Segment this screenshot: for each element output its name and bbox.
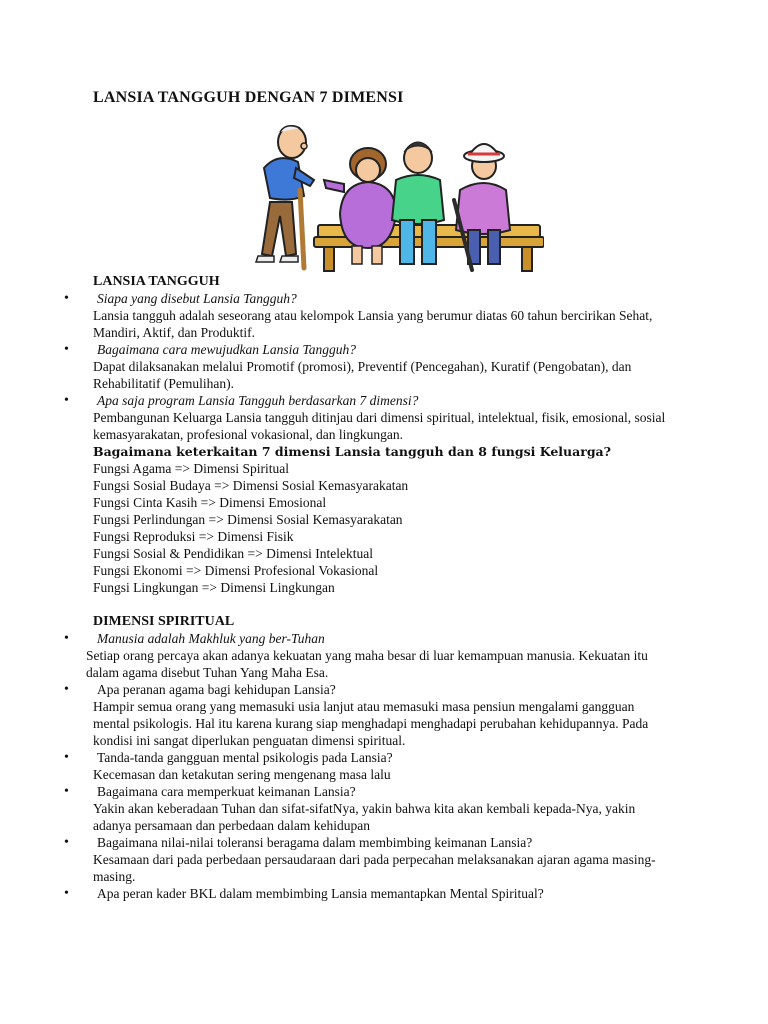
question-text: Siapa yang disebut Lansia Tangguh?: [97, 291, 297, 306]
lansia-tangguh-qa-list: [0, 290, 768, 443]
question-text: Bagaimana nilai-nilai toleransi beragama dalam membimbing keimanan Lansia?: [97, 835, 533, 850]
question-text: Bagaimana cara memperkuat keimanan Lansia?: [97, 784, 356, 799]
fungsi-mapping-item: Fungsi Sosial & Pendidikan => Dimensi Intelektual: [93, 546, 373, 561]
list-item: [0, 290, 768, 341]
question-text: Manusia adalah Makhluk yang ber-Tuhan: [97, 631, 325, 646]
document-title: LANSIA TANGGUH DENGAN 7 DIMENSI: [93, 89, 404, 106]
question-text: Apa peranan agama bagi kehidupan Lansia?: [97, 682, 336, 697]
answer-text: Kecemasan dan ketakutan sering mengenang masa lalu: [93, 767, 391, 782]
bullet-icon: •: [64, 886, 69, 901]
answer-text: Setiap orang percaya akan adanya kekuatan yang maha besar di luar kemampuan manusia. Kekuatan itu dalam agama disebut Tuhan Yang Maha Esa.: [86, 648, 648, 680]
answer-text: Kesamaan dari pada perbedaan persaudaraan dari pada perpecahan melaksanakan ajaran agama masing-masing.: [93, 852, 656, 884]
list-item: [0, 392, 768, 443]
fungsi-mapping-item: Fungsi Cinta Kasih => Dimensi Emosional: [93, 495, 327, 510]
question-text: Tanda-tanda gangguan mental psikologis pada Lansia?: [97, 750, 393, 765]
bullet-icon: •: [64, 342, 69, 357]
bullet-icon: •: [64, 784, 69, 799]
fungsi-mapping-item: Fungsi Lingkungan => Dimensi Lingkungan: [93, 580, 335, 595]
list-item: [0, 834, 768, 885]
fungsi-mapping-item: Fungsi Perlindungan => Dimensi Sosial Kemasyarakatan: [93, 512, 403, 527]
question-text: Apa saja program Lansia Tangguh berdasarkan 7 dimensi?: [97, 393, 419, 408]
document-body: [0, 273, 768, 902]
fungsi-mapping-item: Fungsi Reproduksi => Dimensi Fisik: [93, 529, 294, 544]
fungsi-mapping-item: Fungsi Sosial Budaya => Dimensi Sosial Kemasyarakatan: [93, 478, 409, 493]
bullet-icon: •: [64, 835, 69, 850]
standing-elder-figure: [256, 126, 314, 268]
list-item: [0, 341, 768, 392]
question-text: Bagaimana cara mewujudkan Lansia Tangguh?: [97, 342, 357, 357]
seated-woman-hat-figure: [454, 144, 510, 270]
section-heading-lansia-tangguh: LANSIA TANGGUH: [93, 274, 220, 289]
question-text: Apa peran kader BKL dalam membimbing Lansia memantapkan Mental Spiritual?: [97, 886, 544, 901]
answer-text: Dapat dilaksanakan melalui Promotif (promosi), Preventif (Pencegahan), Kuratif (Pengobatan), dan Rehabilitatif (Pemulihan).: [93, 359, 632, 391]
bullet-icon: •: [64, 682, 69, 697]
bullet-icon: •: [64, 631, 69, 646]
dimensi-spiritual-qa-list: [0, 630, 768, 902]
answer-text: Lansia tangguh adalah seseorang atau kelompok Lansia yang berumur diatas 60 tahun bercirikan Sehat, Mandiri, Aktif, dan Produktif.: [93, 308, 653, 340]
bullet-icon: •: [64, 393, 69, 408]
fungsi-mapping-list: [0, 460, 768, 596]
answer-text: Hampir semua orang yang memasuki usia lanjut atau memasuki masa pensiun mengalami gangguan mental psikologis. Hal itu karena kurang siap menghadapi menghadapi perubahan kehidupannya. Pada kondisi ini sangat diperlukan penguatan dimensi spiritual.: [93, 699, 649, 748]
elderly-group-on-bench-illustration: [216, 120, 544, 280]
list-item: [0, 630, 768, 681]
answer-text: Yakin akan keberadaan Tuhan dan sifat-sifatNya, yakin bahwa kita akan kembali kepada-Nya, yakin adanya persamaan dan perbedaan dalam kehidupan: [93, 801, 636, 833]
list-item: [0, 681, 768, 749]
fungsi-mapping-item: Fungsi Agama => Dimensi Spiritual: [93, 461, 289, 476]
fungsi-mapping-item: Fungsi Ekonomi => Dimensi Profesional Vokasional: [93, 563, 379, 578]
section-heading-dimensi-spiritual: DIMENSI SPIRITUAL: [93, 614, 235, 629]
list-item: [0, 783, 768, 834]
answer-text: Pembangunan Keluarga Lansia tangguh ditinjau dari dimensi spiritual, intelektual, fisik, emosional, sosial kemasyarakatan, profesional vokasional, dan lingkungan.: [93, 410, 666, 442]
list-item: [0, 749, 768, 783]
list-item: [0, 885, 768, 902]
keterkaitan-subheading: Bagaimana keterkaitan 7 dimensi Lansia tangguh dan 8 fungsi Keluarga?: [93, 444, 611, 459]
bullet-icon: •: [64, 750, 69, 765]
bullet-icon: •: [64, 291, 69, 306]
